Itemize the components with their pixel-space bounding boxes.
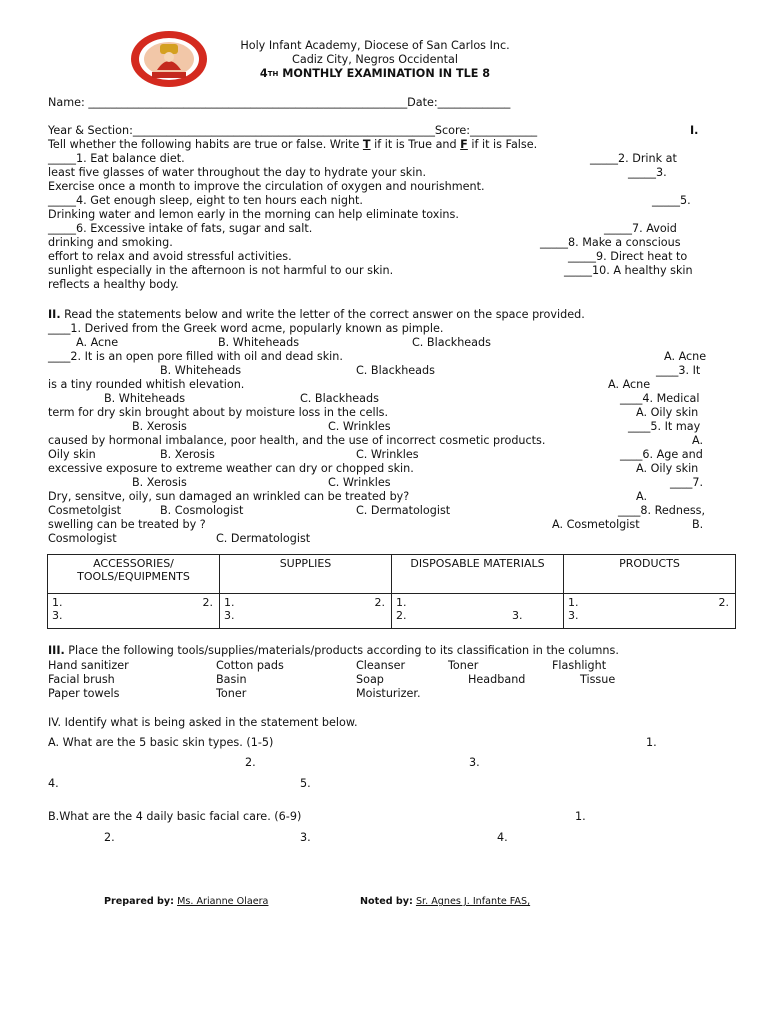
part-three-instructions: [48, 644, 619, 658]
tf-item-text: drinking and smoking.: [48, 236, 173, 249]
answer-blank-number[interactable]: 3.: [300, 831, 311, 844]
tf-item[interactable]: _____6. Excessive intake of fats, sugar and salt.: [48, 222, 313, 235]
mc-item[interactable]: ____4. Medical: [620, 392, 700, 405]
word-bank-item: Moisturizer.: [356, 687, 421, 700]
mc-option[interactable]: A. Oily skin: [636, 462, 699, 475]
table-answer-cell[interactable]: [220, 594, 392, 629]
answer-number: 2.: [718, 596, 729, 609]
mc-option[interactable]: B. Whiteheads: [104, 392, 186, 405]
noted-by-name: Sr. Agnes J. Infante FAS,: [415, 896, 531, 907]
table-header-cell: PRODUCTS: [564, 555, 736, 594]
mc-option[interactable]: A. Acne: [664, 350, 707, 363]
instr-false-letter: F: [460, 138, 468, 151]
word-bank-item: Hand sanitizer: [48, 659, 129, 672]
answer-number: 2.: [374, 596, 385, 609]
mc-item-text: Dry, sensitve, oily, sun damaged an wrinkled can be treated by?: [48, 490, 410, 503]
word-bank-item: Toner: [448, 659, 479, 672]
word-bank-item: Facial brush: [48, 673, 115, 686]
mc-option[interactable]: A. Cosmetolgist: [552, 518, 640, 531]
word-bank-item: Headband: [468, 673, 526, 686]
school-name: Holy Infant Academy, Diocese of San Carlos Inc.: [240, 39, 510, 52]
mc-option[interactable]: B. Xerosis: [132, 420, 187, 433]
mc-option[interactable]: A. Oily skin: [636, 406, 699, 419]
answer-blank-number[interactable]: 2.: [104, 831, 115, 844]
part-four-instructions: IV. Identify what is being asked in the statement below.: [48, 716, 358, 729]
instr-text: if it is False.: [467, 138, 538, 151]
mc-option[interactable]: Cosmologist: [48, 532, 117, 545]
answer-number: 3.: [512, 609, 523, 622]
school-seal-logo: [130, 30, 208, 88]
mc-item-text: is a tiny rounded whitish elevation.: [48, 378, 245, 391]
exam-number-suffix: TH: [267, 70, 279, 78]
tf-item-text: effort to relax and avoid stressful activities.: [48, 250, 292, 263]
answer-number: 1.: [52, 596, 63, 609]
table-row: [48, 594, 736, 629]
word-bank-item: Tissue: [580, 673, 616, 686]
word-bank-item: Cleanser: [356, 659, 406, 672]
answer-blank-number[interactable]: 1.: [575, 810, 586, 823]
answer-blank-number[interactable]: 4.: [497, 831, 508, 844]
instr-text: if it is True and: [370, 138, 461, 151]
table-header-cell: SUPPLIES: [220, 555, 392, 594]
answer-blank-number[interactable]: 5.: [300, 777, 311, 790]
mc-item[interactable]: ____8. Redness,: [618, 504, 706, 517]
question-a: A. What are the 5 basic skin types. (1-5): [48, 736, 274, 749]
mc-option[interactable]: A.: [692, 434, 704, 447]
mc-option[interactable]: B. Whiteheads: [160, 364, 242, 377]
mc-option[interactable]: B. Xerosis: [132, 476, 187, 489]
word-bank-item: Toner: [216, 687, 247, 700]
answer-number: 1.: [396, 596, 407, 609]
word-bank-item: Cotton pads: [216, 659, 284, 672]
mc-option[interactable]: C. Dermatologist: [356, 504, 451, 517]
part-one-instructions: [48, 138, 537, 152]
mc-option[interactable]: C. Wrinkles: [328, 476, 391, 489]
answer-number: 1.: [568, 596, 579, 609]
tf-item[interactable]: _____2. Drink at: [590, 152, 677, 165]
instr-text: Tell whether the following habits are true or false. Write: [48, 138, 363, 151]
instr-text: Read the statements below and write the letter of the correct answer on the space provided.: [60, 308, 585, 321]
mc-option[interactable]: C. Wrinkles: [328, 420, 391, 433]
mc-option[interactable]: A. Acne: [76, 336, 119, 349]
tf-item[interactable]: _____3.: [628, 166, 667, 179]
tf-item-text: Exercise once a month to improve the circulation of oxygen and nourishment.: [48, 180, 485, 193]
mc-item[interactable]: ____7.: [670, 476, 704, 489]
word-bank-item: Soap: [356, 673, 384, 686]
noted-by-label: Noted by:: [360, 896, 413, 907]
table-header-cell: ACCESSORIES/ TOOLS/EQUIPMENTS: [48, 555, 220, 594]
tf-item[interactable]: _____1. Eat balance diet.: [48, 152, 185, 165]
mc-option[interactable]: C. Wrinkles: [356, 448, 419, 461]
mc-option[interactable]: C. Blackheads: [356, 364, 435, 377]
table-header-cell: DISPOSABLE MATERIALS: [392, 555, 564, 594]
word-bank-item: Basin: [216, 673, 247, 686]
mc-item-text: term for dry skin brought about by moisture loss in the cells.: [48, 406, 389, 419]
mc-option[interactable]: B. Whiteheads: [218, 336, 300, 349]
tf-item-text: least five glasses of water throughout the day to hydrate your skin.: [48, 166, 427, 179]
answer-blank-number[interactable]: 3.: [469, 756, 480, 769]
mc-option[interactable]: A. Acne: [608, 378, 651, 391]
tf-item[interactable]: _____5.: [652, 194, 691, 207]
part-two-number: II.: [48, 308, 61, 321]
mc-option[interactable]: C. Blackheads: [412, 336, 491, 349]
mc-item-text: swelling can be treated by ?: [48, 518, 206, 531]
prepared-by-label: Prepared by:: [104, 896, 175, 907]
mc-option[interactable]: C. Dermatologist: [216, 532, 311, 545]
tf-item-text: Drinking water and lemon early in the morning can help eliminate toxins.: [48, 208, 459, 221]
answer-blank-number[interactable]: 4.: [48, 777, 59, 790]
question-b: B.What are the 4 daily basic facial care. (6-9): [48, 810, 302, 823]
mc-option[interactable]: Cosmetolgist: [48, 504, 122, 517]
prepared-by-name: Ms. Arianne Olaera: [177, 896, 269, 907]
mc-item[interactable]: ____2. It is an open pore filled with oil and dead skin.: [48, 350, 343, 363]
mc-option[interactable]: B. Cosmologist: [160, 504, 244, 517]
tf-item[interactable]: _____9. Direct heat to: [568, 250, 688, 263]
word-bank-item: Paper towels: [48, 687, 120, 700]
answer-number: 3.: [224, 609, 235, 622]
table-header-row: [48, 555, 736, 594]
prepared-by: [104, 896, 268, 907]
mc-item[interactable]: ____1. Derived from the Greek word acme, popularly known as pimple.: [48, 322, 444, 335]
mc-item-text: caused by hormonal imbalance, poor health, and the use of incorrect cosmetic products.: [48, 434, 546, 447]
school-address: Cadiz City, Negros Occidental: [292, 53, 458, 66]
exam-number: 4: [259, 67, 268, 80]
part-one-number: I.: [690, 124, 699, 137]
exam-title-text: MONTHLY EXAMINATION IN TLE 8: [278, 67, 491, 80]
mc-item[interactable]: ____6. Age and: [620, 448, 703, 461]
word-bank-item: Flashlight: [552, 659, 607, 672]
table-answer-cell[interactable]: [392, 594, 564, 629]
part-two-instructions: [48, 308, 585, 322]
mc-option[interactable]: B.: [692, 518, 704, 531]
answer-number: 2.: [396, 609, 407, 622]
mc-item[interactable]: ____3. It: [656, 364, 701, 377]
answer-number: 3.: [52, 609, 63, 622]
part-three-number: III.: [48, 644, 65, 657]
name-date-line[interactable]: Name: _________________________________________________________Date:_____________: [48, 96, 511, 109]
year-score-line[interactable]: Year & Section:______________________________________________________Score:____________: [48, 124, 538, 137]
instr-true-letter: T: [362, 138, 371, 151]
answer-number: 3.: [568, 609, 579, 622]
table-answer-cell[interactable]: [564, 594, 736, 629]
tf-item[interactable]: _____7. Avoid: [604, 222, 677, 235]
classification-table: [47, 554, 736, 629]
answer-number: 2.: [202, 596, 213, 609]
tf-item-text: sunlight especially in the afternoon is not harmful to our skin.: [48, 264, 394, 277]
mc-option[interactable]: B. Xerosis: [160, 448, 215, 461]
mc-option[interactable]: A.: [636, 490, 648, 503]
tf-item[interactable]: _____10. A healthy skin: [564, 264, 693, 277]
mc-option[interactable]: C. Blackheads: [300, 392, 379, 405]
mc-option[interactable]: Oily skin: [48, 448, 96, 461]
tf-item[interactable]: _____4. Get enough sleep, eight to ten hours each night.: [48, 194, 363, 207]
instr-text: Place the following tools/supplies/materials/products according to its classification in the columns.: [64, 644, 619, 657]
answer-blank-number[interactable]: 2.: [245, 756, 256, 769]
exam-title: [200, 67, 550, 81]
table-answer-cell[interactable]: [48, 594, 220, 629]
answer-number: 1.: [224, 596, 235, 609]
noted-by: [360, 896, 530, 907]
answer-blank-number[interactable]: 1.: [646, 736, 657, 749]
mc-item[interactable]: ____5. It may: [628, 420, 701, 433]
mc-item-text: excessive exposure to extreme weather can dry or chopped skin.: [48, 462, 414, 475]
tf-item[interactable]: _____8. Make a conscious: [540, 236, 681, 249]
tf-item-text: reflects a healthy body.: [48, 278, 179, 291]
